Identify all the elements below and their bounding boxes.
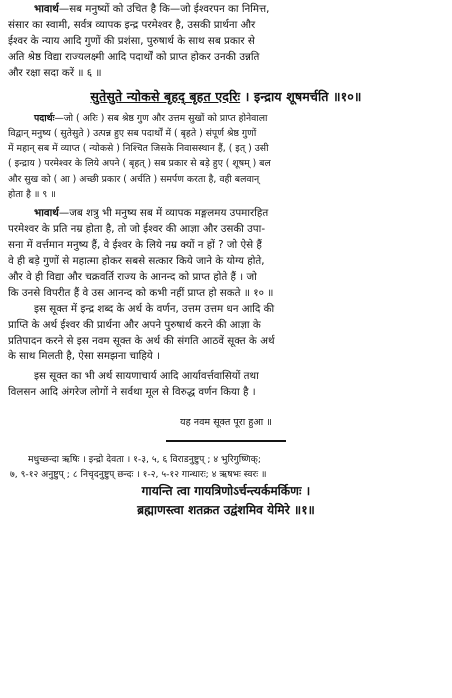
bhavartha-10-line-6: कि उनसे विपरीत हैं वे उस आनन्द को कभी नहीं प्राप्त हो सकते ॥ १० ॥	[8, 286, 274, 299]
padartha-10-line-6: होता है ॥ ९ ॥	[8, 189, 56, 201]
critique-line-2: विलसन आदि अंगरेज लोगों ने सर्वथा मूल से विरुद्ध वर्णन किया है ।	[8, 386, 256, 399]
mantra-10	[8, 88, 444, 105]
bhavartha-9	[8, 2, 444, 82]
bhavartha-9-line-1: भावार्थ—सब मनुष्यों को उचित है कि—जो ईश्वरपन का निमित्त,	[34, 3, 270, 15]
bhavartha-10-line-4: वे ही बड़े गुणों से महात्मा होकर सबसे सत्कार किये जाने के योग्य होते,	[8, 255, 265, 268]
bhavartha-9-line-4: अति श्रेष्ठ विद्या राज्यलक्ष्मी आदि पदार्थों को प्राप्त होकर उनकी उन्नति	[8, 50, 260, 63]
sukta-summary	[8, 302, 444, 366]
summary-line-4: के साथ मिलती है, ऐसा समझना चाहिये ।	[8, 350, 160, 363]
verse-line-1: गायन्ति त्वा गायत्रिणोऽर्चन्त्यर्कमर्किणः ।	[141, 484, 311, 499]
summary-line-1: इस सूक्त में इन्द्र शब्द के अर्थ के वर्णन, उत्तम उत्तम धन आदि की	[34, 302, 275, 315]
bhavartha-9-line-5: और रक्षा सदा करें ॥ ६ ॥	[8, 66, 102, 79]
metadata-line-2: ७, ९-१२ अनुष्टुप् ; ८ निचृदनुष्टुप् छन्दः । १-२, ५-१२ गान्धारः; ४ ऋषभः स्वरः ॥	[10, 469, 267, 481]
sukta-metadata	[8, 452, 444, 482]
metadata-line-1: मधुच्छन्दा ऋषिः । इन्द्रो देवता । १-३, ५, ६ विराडनुष्टुप् ; ४ भुरिगुष्णिक्;	[28, 454, 261, 466]
bhavartha-10-line-3: सना में वर्त्तमान मनुष्य हैं, वे ईश्वर के लिये नम्र क्यों न हों ? जो ऐसे हैं	[8, 239, 262, 252]
padartha-10-line-1: पदार्थः—जो ( अरिः ) सब श्रेष्ठ गुण और उत्तम सुखों को प्राप्त होनेवाला	[34, 112, 268, 124]
summary-line-3: प्रतिपादन करने से इस नवम सूक्त के अर्थ की संगति आठवें सूक्त के अर्थ	[8, 334, 275, 347]
critique-line-1: इस सूक्त का भी अर्थ सायणाचार्य आदि आर्यावर्त्तवासियों तथा	[34, 370, 259, 383]
verse-line-2: ब्रह्माणस्त्वा शतक्रत उद्वंशमिव येमिरे ॥१॥	[137, 503, 315, 518]
summary-line-2: प्राप्ति के अर्थ ईश्वर की प्रार्थना और अपने पुरुषार्थ करने की आज्ञा के	[8, 318, 261, 331]
padartha-10-line-3: में महान् सब में व्याप्त ( न्योकसे ) निश्चित जिसके निवासस्थान हैं, ( इत् ) उसी	[8, 143, 269, 155]
padartha-10	[8, 111, 444, 203]
padartha-10-line-4: ( इन्द्राय ) परमेश्वर के लिये अपने ( बृहत् ) सब प्रकार से बड़े हुए ( शूषम् ) बल	[8, 158, 271, 170]
bhavartha-10-line-1: भावार्थ—जब शत्रु भी मनुष्य सब में व्यापक मङ्गलमय उपमारहित	[34, 207, 269, 220]
padartha-10-line-2: विद्वान् मनुष्य ( सुतेसुते ) उत्पन्न हुए सब पदार्थों में ( बृहते ) संपूर्ण श्रेष्ठ गुणों	[8, 127, 257, 139]
mantra-10-underlined: सुतेसुते न्योकसे बृहद् बृहत एदरिः	[90, 88, 241, 104]
bhavartha-10-line-5: और वे ही विद्या और चक्रवर्ति राज्य के आनन्द को प्राप्त होते हैं । जो	[8, 270, 257, 283]
padartha-label: पदार्थः	[34, 112, 55, 124]
sukta-colophon: यह नवम सूक्त पूरा हुआ ॥	[180, 417, 272, 429]
bhavartha-10-line-2: परमेश्वर के प्रति नम्र होता है, तो जो ईश्वर की आज्ञा और उसकी उपा-	[8, 223, 266, 236]
padartha-10-line-5: और सुख को ( आ ) अच्छी प्रकार ( अर्चति ) समर्पण करता है, वही बलवान्	[8, 173, 260, 185]
section-divider	[166, 440, 286, 442]
bhavartha-9-line-2: संसार का स्वामी, सर्वत्र व्यापक इन्द्र परमेश्वर है, उसकी प्रार्थना और	[8, 18, 256, 31]
critique-paragraph	[8, 369, 444, 401]
bhavartha-10	[8, 206, 444, 301]
bhavartha-label: भावार्थ	[34, 3, 59, 15]
mantra-1-verse	[8, 482, 444, 520]
mantra-10-rest: । इन्द्राय शूषमर्चति ॥१०॥	[240, 88, 362, 104]
bhavartha-label: भावार्थ	[34, 207, 59, 220]
bhavartha-9-line-3: ईश्वर के न्याय आदि गुणों की प्रशंसा, पुरुषार्थ के साथ सब प्रकार से	[8, 34, 255, 47]
